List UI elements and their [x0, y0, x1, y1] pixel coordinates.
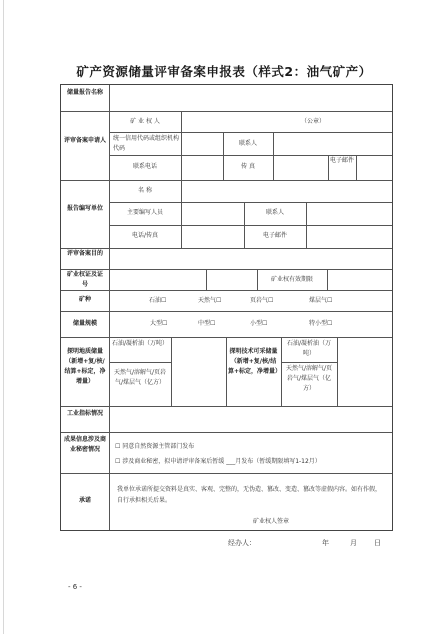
scale-tiny[interactable]: 特小型☐ — [309, 320, 333, 327]
page-edge-line — [3, 0, 4, 634]
applicant-seal: （公章） — [301, 118, 326, 125]
label-explore: 探明地质储量（新增+复/核/结算+标定，净增量） — [64, 348, 106, 385]
label-unit: 报告编写单位 — [66, 205, 103, 212]
mineral-gas[interactable]: 天然气☐ — [198, 297, 222, 304]
right-validity-label: 矿业权有效期限 — [270, 276, 313, 283]
unit-editor-label: 主要编写人员 — [126, 209, 163, 216]
applicant-holder-label: 矿 业 权 人 — [130, 118, 160, 125]
label-confidential: 成果信息涉及商业秘密情况 — [63, 436, 106, 453]
page-title: 矿产资源储量评审备案申报表（样式2：油气矿产） — [76, 64, 372, 79]
date-year: 年 — [322, 539, 329, 547]
scale-small[interactable]: 小型☐ — [250, 320, 268, 327]
unit-name-label: 名 称 — [138, 187, 152, 194]
label-scale: 储量规模 — [72, 320, 97, 327]
label-commitment: 承诺 — [78, 497, 91, 504]
mineral-shale-gas[interactable]: 页岩气☐ — [250, 297, 274, 304]
confidential-option-publish[interactable]: ☐ 同意自然资源主管部门发布 — [115, 443, 195, 450]
date-day: 日 — [374, 539, 381, 547]
tech-oil-unit: 石油/凝析油（万吨） — [286, 340, 332, 357]
tech-gas-unit: 天然气/溶解气/页岩气/煤层气（亿方） — [285, 365, 333, 392]
label-right: 矿业权证及证号 — [66, 271, 103, 288]
label-report-name: 储量报告名称 — [66, 89, 103, 96]
explore-oil-unit: 石油/凝析油（万吨） — [111, 340, 169, 347]
holder-sign: 矿业权人签章 — [253, 518, 290, 525]
date-month: 月 — [350, 539, 357, 547]
label-tech: 探明技术可采储量（新增+复/核/结算+标定，净增量） — [228, 348, 282, 375]
unit-email-label: 电子邮件 — [262, 232, 287, 239]
confidential-option-defer[interactable]: ☐ 涉及商业秘密，拟申请评审备案后暂缓 ___月发布（暂缓期限填写1-12月） — [115, 458, 321, 465]
declaration-form — [60, 84, 393, 531]
mineral-oil[interactable]: 石油☐ — [149, 297, 167, 304]
scale-medium[interactable]: 中型☐ — [198, 320, 216, 327]
mineral-cbm[interactable]: 煤层气☐ — [309, 297, 333, 304]
label-applicant: 评审备案申请人 — [63, 137, 106, 144]
unit-contact-label: 联系人 — [265, 209, 284, 216]
applicant-credit-code-label: 统一信用代码或组织机构代码 — [113, 135, 180, 152]
handler-label: 经办人： — [228, 539, 256, 547]
page-number: - 6 - — [68, 583, 82, 591]
applicant-email-label: 电子邮件 — [329, 157, 354, 164]
scale-large[interactable]: 大型☐ — [150, 320, 168, 327]
applicant-phone-label: 联系电话 — [132, 163, 157, 170]
applicant-contact-label: 联系人 — [238, 140, 257, 147]
applicant-fax-label: 传 真 — [241, 163, 255, 170]
explore-gas-unit: 天然气/溶解气/页岩气/煤层气（亿方） — [113, 369, 167, 386]
label-industry: 工业指标情况 — [66, 410, 103, 417]
commitment-text: 我单位承诺所提交资料是真实、客观、完整的，无伪造、篡改、变造、篡改等虚假内容。如有作假，自行承担相关后果。 — [117, 486, 382, 504]
label-purpose: 评审备案目的 — [66, 250, 103, 257]
label-mineral: 矿种 — [78, 296, 91, 303]
unit-phone-fax-label: 电话/传真 — [131, 232, 159, 239]
